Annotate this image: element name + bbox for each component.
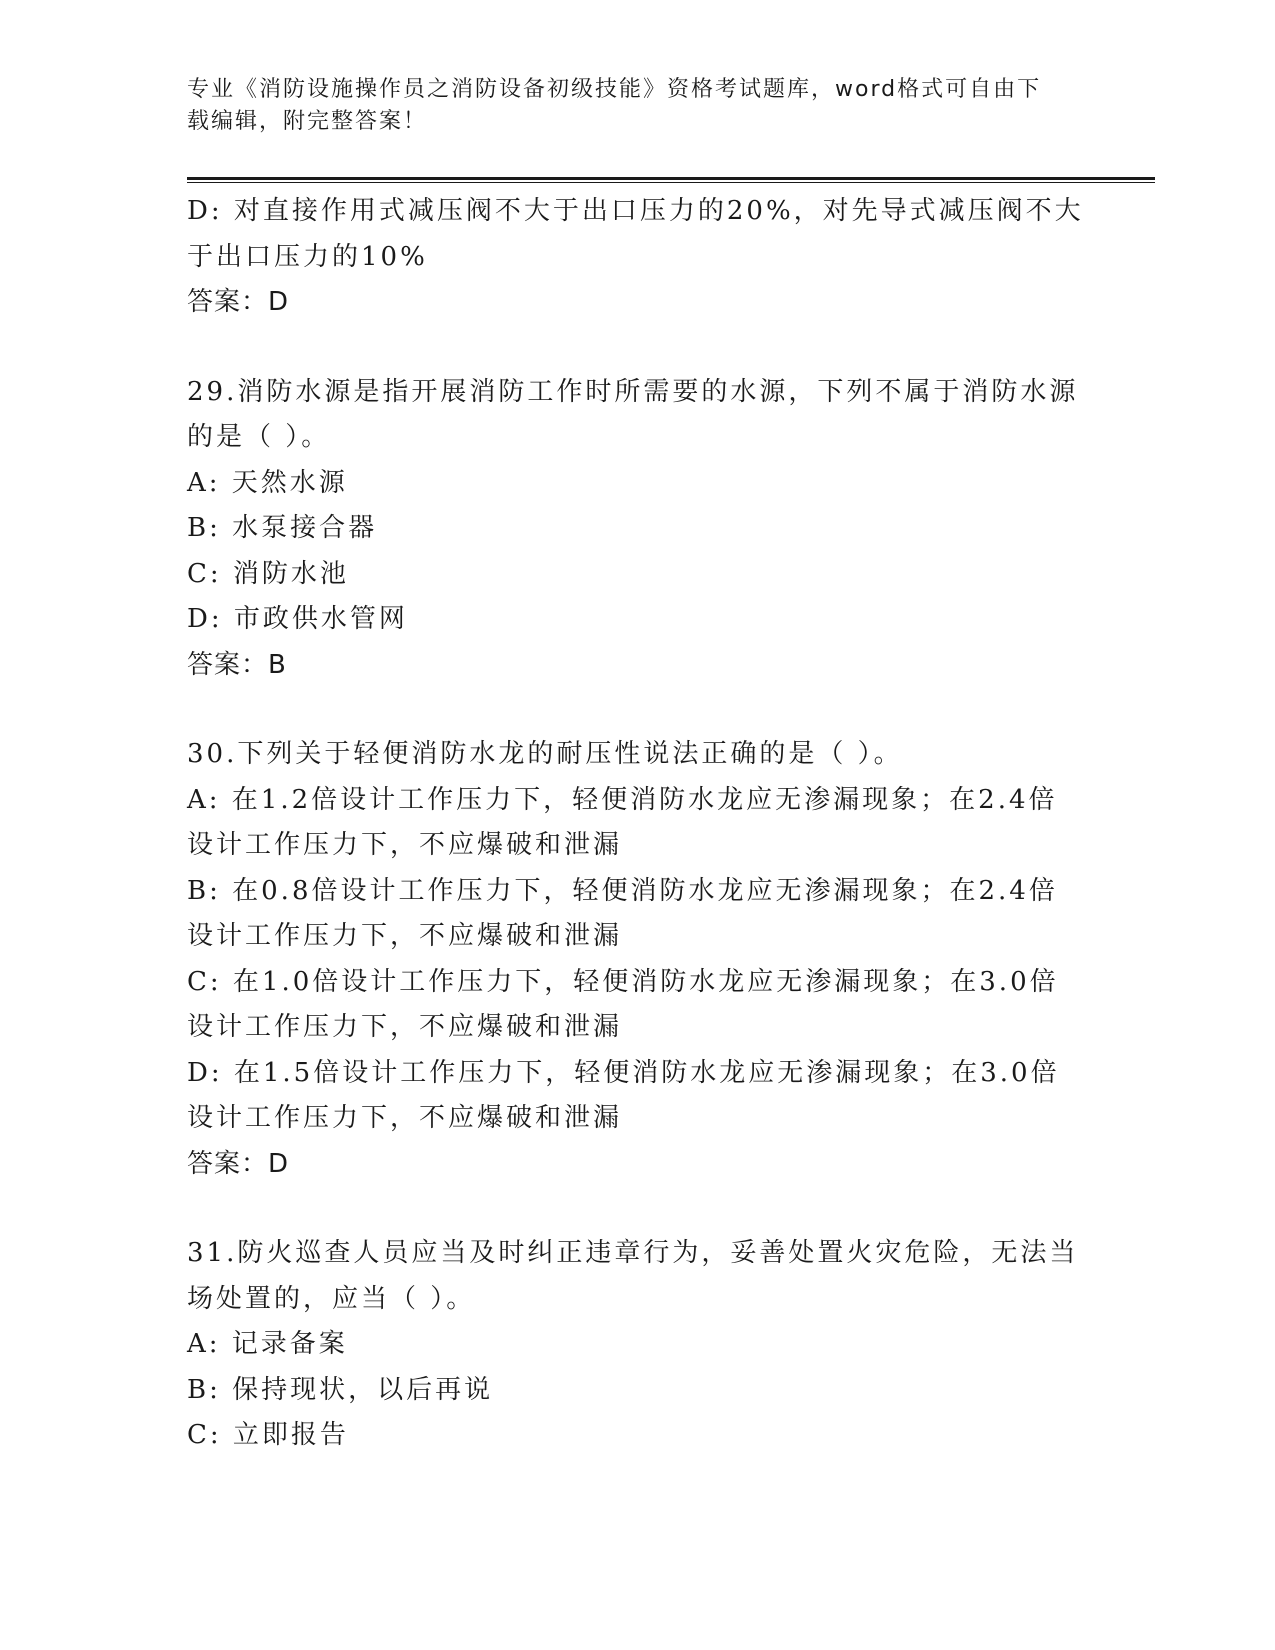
question-block bbox=[187, 732, 1072, 1187]
block-spacer bbox=[187, 688, 1072, 732]
question-text-line: C: 在1.0倍设计工作压力下，轻便消防水龙应无渗漏现象；在3.0倍 bbox=[187, 966, 1059, 997]
question-block bbox=[187, 189, 1084, 326]
block-spacer bbox=[187, 1187, 1072, 1231]
question-list bbox=[187, 189, 1084, 1459]
question-text-line: 设计工作压力下，不应爆破和泄漏 bbox=[187, 1103, 623, 1133]
question-text-line: B: 在0.8倍设计工作压力下，轻便消防水龙应无渗漏现象；在2.4倍 bbox=[187, 875, 1058, 906]
question-block bbox=[187, 370, 1079, 689]
answer-line: 答案：B bbox=[187, 649, 287, 680]
question-text-line: 31.防火巡查人员应当及时纠正违章行为，妥善处置火灾危险，无法当 bbox=[187, 1238, 1079, 1268]
answer-line: 答案：D bbox=[187, 1148, 290, 1179]
question-text-line: 设计工作压力下，不应爆破和泄漏 bbox=[187, 921, 623, 951]
document-header bbox=[187, 74, 1067, 138]
question-block bbox=[187, 1231, 1079, 1459]
question-text-line: 设计工作压力下，不应爆破和泄漏 bbox=[187, 830, 623, 860]
question-text-line: D: 市政供水管网 bbox=[187, 604, 408, 634]
header-line-1: 专业《消防设施操作员之消防设备初级技能》资格考试题库，word格式可自由下 bbox=[187, 77, 1042, 102]
question-text-line: A: 记录备案 bbox=[187, 1329, 348, 1359]
block-spacer bbox=[187, 326, 1072, 370]
header-divider-thin bbox=[187, 182, 1155, 183]
question-text-line: D: 在1.5倍设计工作压力下，轻便消防水龙应无渗漏现象；在3.0倍 bbox=[187, 1057, 1060, 1088]
question-text-line: D: 对直接作用式减压阀不大于出口压力的20%，对先导式减压阀不大 bbox=[187, 196, 1084, 226]
question-text-line: 场处置的，应当（ ）。 bbox=[187, 1283, 476, 1314]
question-text-line: 设计工作压力下，不应爆破和泄漏 bbox=[187, 1012, 623, 1042]
header-line-2: 载编辑，附完整答案！ bbox=[187, 109, 428, 134]
question-text-line: 29.消防水源是指开展消防工作时所需要的水源，下列不属于消防水源 bbox=[187, 376, 1079, 407]
question-text-line: A: 在1.2倍设计工作压力下，轻便消防水龙应无渗漏现象；在2.4倍 bbox=[187, 784, 1058, 815]
answer-line: 答案：D bbox=[187, 287, 290, 317]
question-text-line: 30.下列关于轻便消防水龙的耐压性说法正确的是（ ）。 bbox=[187, 739, 903, 769]
question-text-line: C: 消防水池 bbox=[187, 558, 349, 589]
question-text-line: B: 保持现状，以后再说 bbox=[187, 1374, 494, 1405]
question-text-line: A: 天然水源 bbox=[187, 467, 348, 498]
header-divider-thick bbox=[187, 177, 1155, 180]
question-text-line: 于出口压力的10% bbox=[187, 241, 428, 272]
question-text-line: C: 立即报告 bbox=[187, 1420, 349, 1450]
question-text-line: B: 水泵接合器 bbox=[187, 513, 378, 543]
question-text-line: 的是（ ）。 bbox=[187, 422, 331, 452]
